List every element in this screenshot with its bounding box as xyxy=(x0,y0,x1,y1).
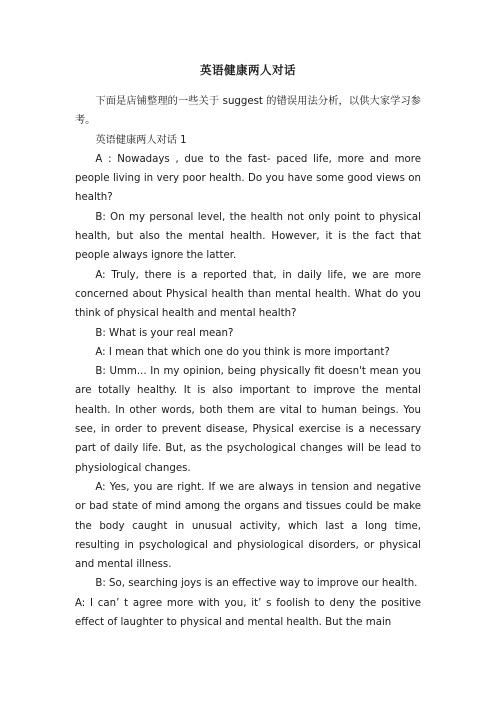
intro-paragraph: 下面是店铺整理的一些关于 suggest 的错误用法分析，以供大家学习参考。 xyxy=(75,96,421,127)
dialogue-line: B: On my personal level, the health not only point to physical health, but also the mental health. However, it is the fact that people always ignore the latter. xyxy=(75,211,421,262)
dialogue-line: B: So, searching joys is an effective way to improve our health. xyxy=(95,578,418,590)
dialogue-line: A: Yes, you are right. If we are always in tension and negative or bad state of mind among the organs and tissues could be make the body caught in unusual activity, which last a long time, resulting in psychological and physiological disorders, or physical and mental illness. xyxy=(75,481,421,571)
dialogue-line: B: Umm... In my opinion, being physically fit doesn't mean you are totally healthy. It is also important to improve the mental health. In other words, both them are vital to human beings. You see, in order to prevent disease, Physical exercise is a necessary part of daily life. But, as the psychological changes will be lead to physiological changes. xyxy=(75,366,421,474)
dialogue-line: A : Nowadays , due to the fast- paced life, more and more people living in very poor health. Do you have some good views on health? xyxy=(75,153,421,204)
dialogue-line: A: Truly, there is a reported that, in daily life, we are more concerned about Physical health than mental health. What do you think of physical health and mental health? xyxy=(75,269,421,320)
dialogue-line: B: What is your real mean? xyxy=(95,327,234,339)
dialogue-line: A: I can’ t agree more with you, it’ s foolish to deny the positive effect of laughter to physical and mental health. But the main xyxy=(75,597,421,629)
document-title: 英语健康两人对话 xyxy=(200,63,296,77)
dialogue-line: A: I mean that which one do you think is more important? xyxy=(95,346,390,358)
section-heading: 英语健康两人对话 1 xyxy=(95,134,187,146)
